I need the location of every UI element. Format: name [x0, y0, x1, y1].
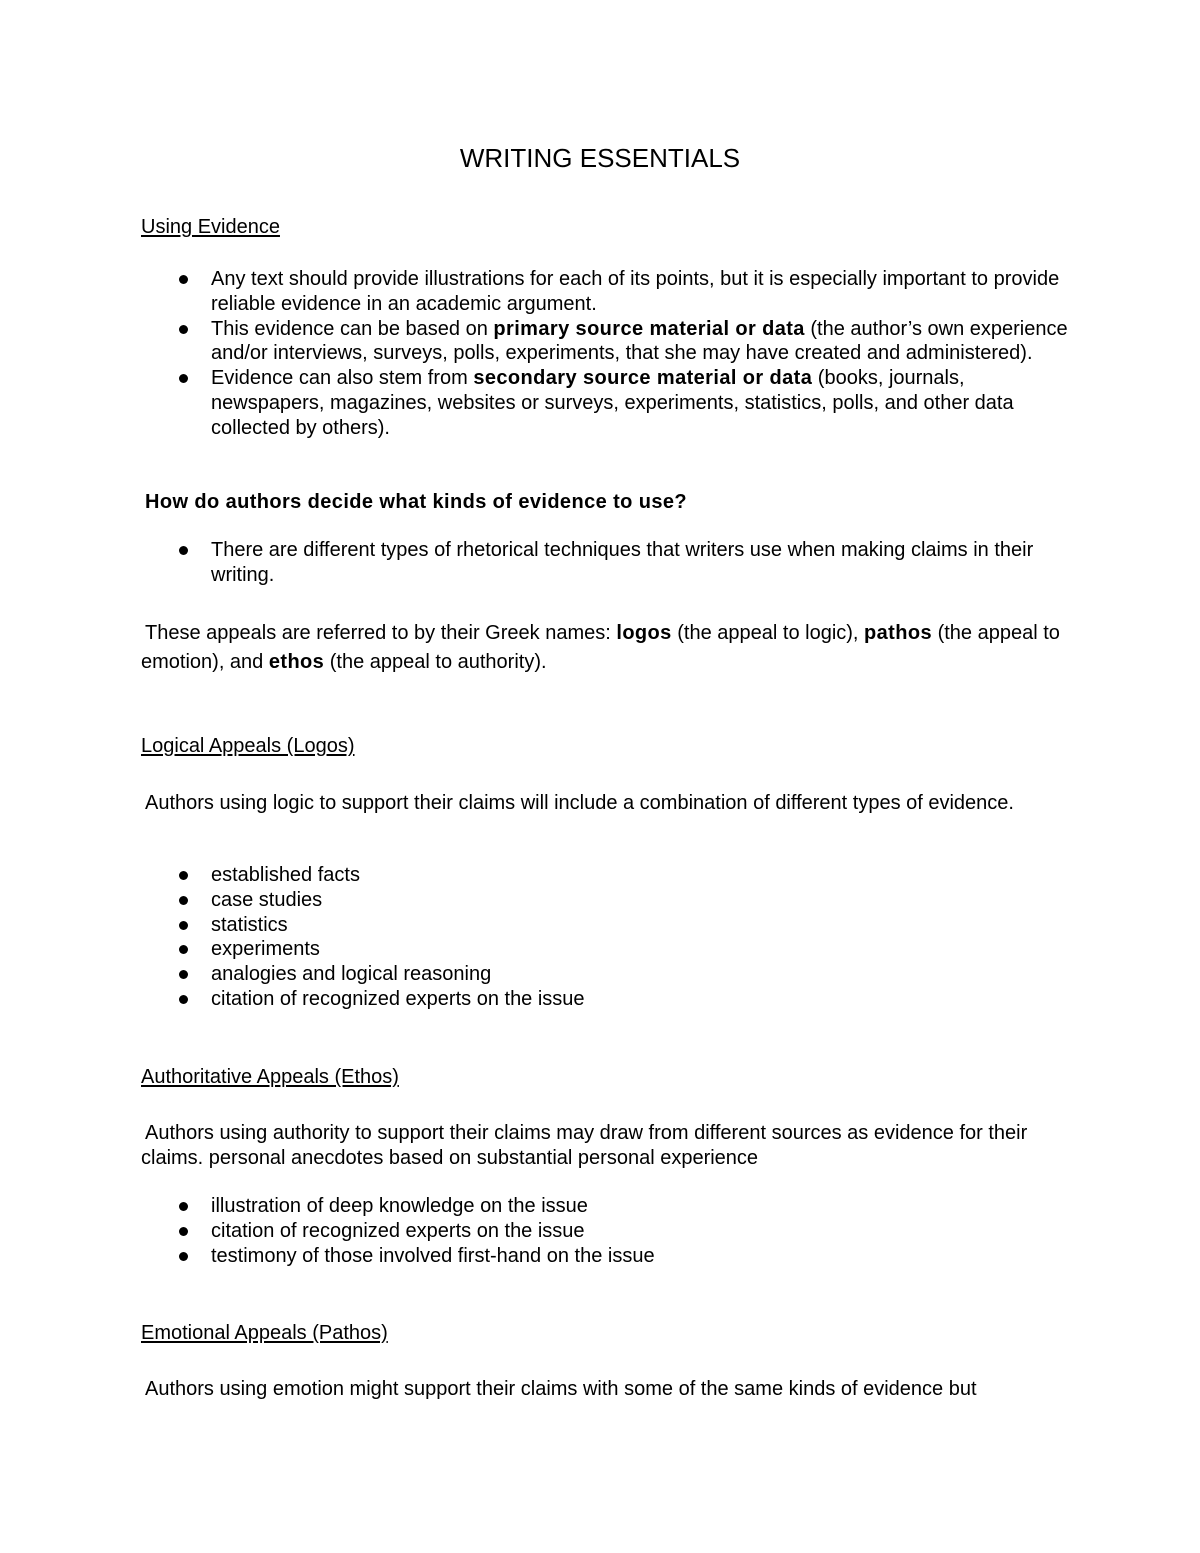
- list-item: [211, 987, 1071, 1012]
- bullet-icon: [179, 1227, 188, 1236]
- ethos-term: ethos: [268, 650, 325, 673]
- logos-list: [211, 863, 1071, 1012]
- list-item-text-post: (books, journals, newspapers, magazines, websites or surveys, experiments, statistics, polls, and other data collected by others).: [211, 367, 1014, 439]
- logos-intro-paragraph: Authors using logic to support their claims will include a combination of different types of evidence.: [145, 792, 1014, 814]
- list-item: [211, 888, 1071, 913]
- bullet-icon: [179, 921, 188, 930]
- bullet-icon: [179, 945, 188, 954]
- ethos-intro-paragraph: Authors using authority to support their claims may draw from different sources as evidence for their claims. personal anecdotes based on substantial personal experience: [141, 1122, 1028, 1169]
- list-item-text: case studies: [211, 888, 323, 911]
- list-item: [211, 1194, 1071, 1219]
- logos-term: logos: [616, 622, 672, 644]
- appeals-intro-mid1: (the appeal to logic),: [671, 622, 865, 644]
- list-item: [211, 538, 1071, 588]
- list-item-text: illustration of deep knowledge on the issue: [211, 1195, 588, 1217]
- bullet-icon: [179, 1252, 188, 1261]
- list-item-text: Any text should provide illustrations for each of its points, but it is especially important to provide reliable evidence in an academic argument.: [211, 268, 1060, 315]
- bullet-icon: [179, 1202, 188, 1211]
- document-title: WRITING ESSENTIALS: [459, 143, 741, 173]
- bullet-icon: [179, 546, 188, 555]
- appeals-intro-paragraph: [141, 619, 1061, 676]
- appeals-intro-mid2: (the appeal to emotion), and: [141, 622, 1060, 673]
- list-item-text: established facts: [211, 864, 360, 886]
- list-item-text: statistics: [211, 913, 288, 936]
- heading-using-evidence: Using Evidence: [141, 216, 280, 238]
- list-item: [211, 366, 1071, 440]
- primary-source-term: primary source material or data: [493, 317, 805, 340]
- pathos-intro-paragraph: Authors using emotion might support their claims with some of the same kinds of evidence but: [145, 1378, 977, 1400]
- list-item: [211, 863, 1071, 888]
- using-evidence-list: [211, 267, 1071, 441]
- list-item-text-post: (the author’s own experience and/or interviews, surveys, polls, experiments, that she may have created and administered).: [211, 317, 1068, 365]
- list-item: [211, 913, 1071, 938]
- bullet-icon: [179, 896, 188, 905]
- bullet-icon: [179, 995, 188, 1004]
- list-item-text: experiments: [211, 938, 320, 961]
- list-item-text: There are different types of rhetorical techniques that writers use when making claims in their writing.: [211, 539, 1034, 586]
- heading-pathos: Emotional Appeals (Pathos): [141, 1322, 388, 1344]
- list-item: [211, 317, 1071, 367]
- pathos-term: pathos: [864, 622, 933, 644]
- list-item: [211, 937, 1071, 962]
- secondary-source-term: secondary source material or data: [473, 367, 813, 390]
- appeals-intro-pre: These appeals are referred to by their Greek names:: [145, 622, 617, 644]
- question-list: [211, 538, 1071, 588]
- list-item-text: analogies and logical reasoning: [211, 963, 492, 986]
- bullet-icon: [179, 374, 188, 383]
- bullet-icon: [179, 970, 188, 979]
- list-item-text: citation of recognized experts on the issue: [211, 987, 585, 1010]
- list-item: [211, 962, 1071, 987]
- list-item: [211, 1219, 1071, 1244]
- question-heading: How do authors decide what kinds of evidence to use?: [145, 491, 687, 513]
- bullet-icon: [179, 871, 188, 880]
- bullet-icon: [179, 275, 188, 284]
- list-item-text-pre: Evidence can also stem from: [211, 367, 474, 390]
- list-item-text: citation of recognized experts on the issue: [211, 1219, 585, 1242]
- list-item-text-pre: This evidence can be based on: [211, 317, 494, 340]
- bullet-icon: [179, 325, 188, 334]
- appeals-intro-post: (the appeal to authority).: [324, 650, 547, 673]
- heading-logos: Logical Appeals (Logos): [141, 735, 355, 757]
- list-item: [211, 267, 1071, 317]
- heading-ethos: Authoritative Appeals (Ethos): [141, 1066, 399, 1088]
- ethos-list: [211, 1194, 1071, 1268]
- list-item-text: testimony of those involved first-hand on the issue: [211, 1244, 655, 1267]
- list-item: [211, 1244, 1071, 1269]
